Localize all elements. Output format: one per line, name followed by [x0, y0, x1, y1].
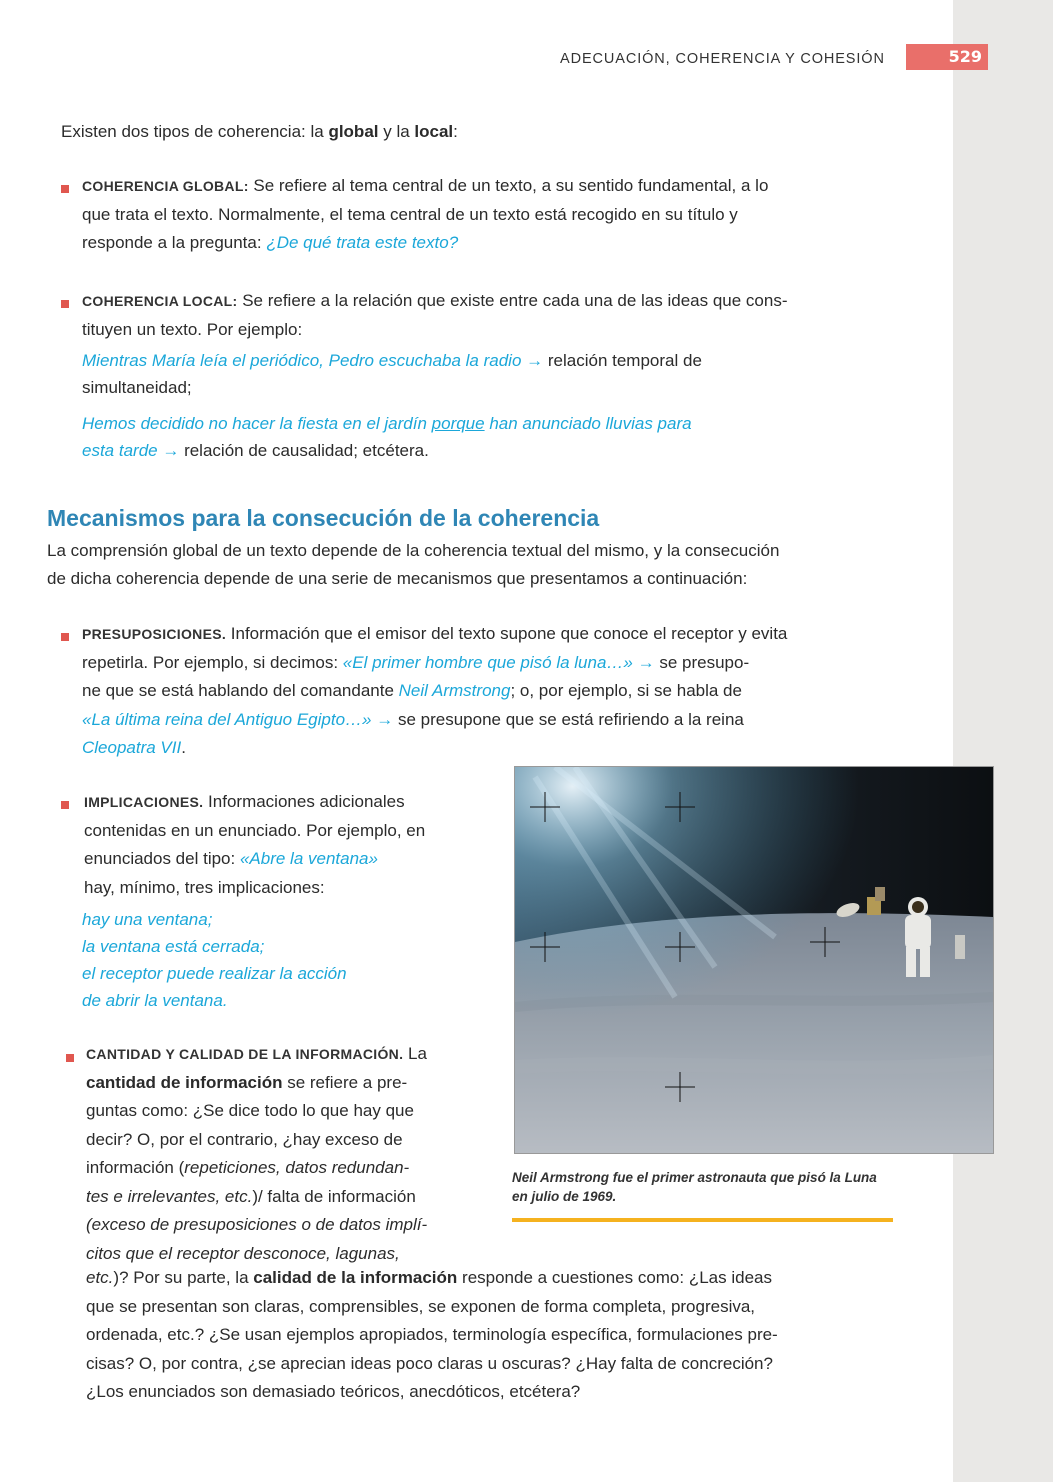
section-line: La comprensión global de un texto depende de la coherencia textual del mismo, y la consecución	[47, 541, 780, 560]
quantity-line: que se presentan son claras, comprensibles, se exponen de forma completa, progresiva,	[86, 1296, 756, 1316]
arrow-icon: →	[637, 652, 655, 672]
quantity-line: )/ falta de información	[252, 1186, 416, 1206]
quantity-line: cisas? O, por contra, ¿se aprecian ideas poco claras u oscuras? ¿Hay falta de concreción?	[86, 1353, 773, 1373]
example-text: esta tarde	[82, 441, 158, 460]
quantity-line-italic: tes e irrelevantes, etc.	[86, 1186, 253, 1206]
implic-line: enunciados del tipo:	[84, 849, 240, 868]
example-text: Hemos decidido no hacer la fiesta en el jardín	[82, 414, 432, 433]
global-label: COHERENCIA GLOBAL:	[82, 178, 249, 194]
quantity-quality-continued	[86, 1264, 906, 1407]
section-intro	[47, 537, 927, 593]
photo-caption: Neil Armstrong fue el primer astronauta que pisó la Luna en julio de 1969.	[512, 1170, 877, 1204]
arrow-icon: →	[526, 351, 544, 370]
running-head: ADECUACIÓN, COHERENCIA Y COHESIÓN	[560, 51, 885, 67]
bullet-icon	[61, 801, 69, 809]
quality-term: calidad de la información	[253, 1268, 458, 1287]
presup-line: ; o, por ejemplo, si se habla de	[510, 681, 742, 700]
arrow-icon: →	[162, 441, 180, 460]
presup-example: Neil Armstrong	[398, 681, 511, 700]
presupositions-item	[82, 620, 902, 763]
global-line: Se refiere al tema central de un texto, a su sentido fundamental, a lo	[248, 176, 769, 195]
implic-line: contenidas en un enunciado. Por ejemplo, en	[84, 820, 426, 840]
global-coherence-item	[82, 172, 902, 258]
page-side-strip	[953, 0, 1053, 1482]
implic-line: hay, mínimo, tres implicaciones:	[84, 877, 325, 897]
global-line: responde a la pregunta:	[82, 233, 267, 252]
example-relation: relación temporal de	[543, 351, 702, 370]
implic-line: Informaciones adicionales	[203, 792, 405, 811]
implic-label: IMPLICACIONES.	[84, 794, 204, 810]
intro-text-end: :	[453, 122, 458, 141]
intro-text: Existen dos tipos de coherencia: la	[61, 122, 329, 141]
presup-line: se presupone que se está refiriendo a la reina	[393, 709, 744, 729]
local-example-1	[82, 347, 902, 401]
quantity-line-italic: (exceso de presuposiciones o de datos implí-	[86, 1215, 428, 1234]
local-coherence-item	[82, 287, 902, 344]
presup-line: .	[181, 738, 186, 757]
section-heading: Mecanismos para la consecución de la coherencia	[47, 505, 600, 531]
caption-rule	[512, 1218, 893, 1222]
quantity-line-italic: citos que el receptor desconoce, lagunas,	[86, 1243, 400, 1263]
presup-line: repetirla. Por ejemplo, si decimos:	[82, 652, 343, 672]
quantity-label: CANTIDAD Y CALIDAD DE LA INFORMACIÓN.	[86, 1046, 404, 1062]
quantity-line: ordenada, etc.? ¿Se usan ejemplos apropiados, terminología específica, formulaciones pre-	[86, 1325, 778, 1344]
presup-example: Cleopatra VII	[82, 738, 182, 757]
global-line: que trata el texto. Normalmente, el tema central de un texto está recogido en su título y	[82, 204, 738, 224]
section-line: de dicha coherencia depende de una serie de mecanismos que presentamos a continuación:	[47, 569, 748, 588]
intro-line	[61, 118, 458, 147]
bullet-icon	[61, 185, 69, 193]
presup-example: «La última reina del Antiguo Egipto…»	[82, 709, 372, 729]
arrow-icon: →	[376, 709, 394, 729]
quantity-term: cantidad de información	[86, 1072, 283, 1092]
quantity-line: La	[403, 1044, 427, 1063]
implication-example: la ventana está cerrada;	[82, 937, 265, 956]
page-number-tab	[906, 44, 988, 70]
example-relation: simultaneidad;	[82, 378, 192, 397]
quantity-line: )? Por su parte, la	[113, 1268, 254, 1287]
global-term: global	[328, 122, 379, 141]
quantity-line: responde a cuestiones como: ¿Las ideas	[457, 1268, 772, 1287]
local-example-2	[82, 410, 902, 464]
example-relation: relación de causalidad; etcétera.	[179, 441, 429, 460]
local-line: tituyen un texto. Por ejemplo:	[82, 319, 303, 339]
quantity-line: guntas como: ¿Se dice todo lo que hay que	[86, 1101, 414, 1120]
local-term: local	[414, 122, 454, 141]
example-underlined: porque	[431, 414, 485, 433]
intro-text-mid: y la	[378, 122, 415, 141]
moon-landing-photo	[514, 766, 994, 1154]
global-question: ¿De qué trata este texto?	[266, 233, 459, 252]
presup-example: «El primer hombre que pisó la luna…»	[342, 652, 633, 672]
bullet-icon	[66, 1054, 74, 1062]
quantity-quality-item	[86, 1040, 486, 1268]
implication-example: hay una ventana;	[82, 910, 213, 929]
bullet-icon	[61, 300, 69, 308]
quantity-line: decir? O, por el contrario, ¿hay exceso de	[86, 1129, 403, 1149]
local-label: COHERENCIA LOCAL:	[82, 293, 238, 309]
implic-example: «Abre la ventana»	[239, 849, 378, 868]
implication-example: el receptor puede realizar la acción	[82, 964, 347, 983]
presup-line: ne que se está hablando del comandante	[82, 681, 399, 700]
presup-line: Información que el emisor del texto supone que conoce el receptor y evita	[226, 624, 788, 643]
example-text: Mientras María leía el periódico, Pedro escuchaba la radio	[82, 351, 522, 370]
presup-label: PRESUPOSICIONES.	[82, 626, 227, 642]
quantity-line-italic: repeticiones, datos redundan-	[184, 1158, 410, 1177]
implication-example: de abrir la ventana.	[82, 991, 228, 1010]
example-text: han anunciado lluvias para	[484, 414, 692, 433]
quantity-line: información (	[86, 1158, 185, 1177]
quantity-line: ¿Los enunciados son demasiado teóricos, anecdóticos, etcétera?	[86, 1382, 581, 1401]
local-line: Se refiere a la relación que existe entre cada una de las ideas que cons-	[237, 291, 788, 310]
implications-list	[82, 906, 482, 1014]
quantity-line: se refiere a pre-	[282, 1072, 408, 1092]
page-number: 529	[948, 47, 982, 66]
quantity-line-italic: etc.	[86, 1268, 114, 1287]
bullet-icon	[61, 633, 69, 641]
presup-line: se presupo-	[654, 652, 750, 672]
implications-item	[84, 788, 482, 902]
